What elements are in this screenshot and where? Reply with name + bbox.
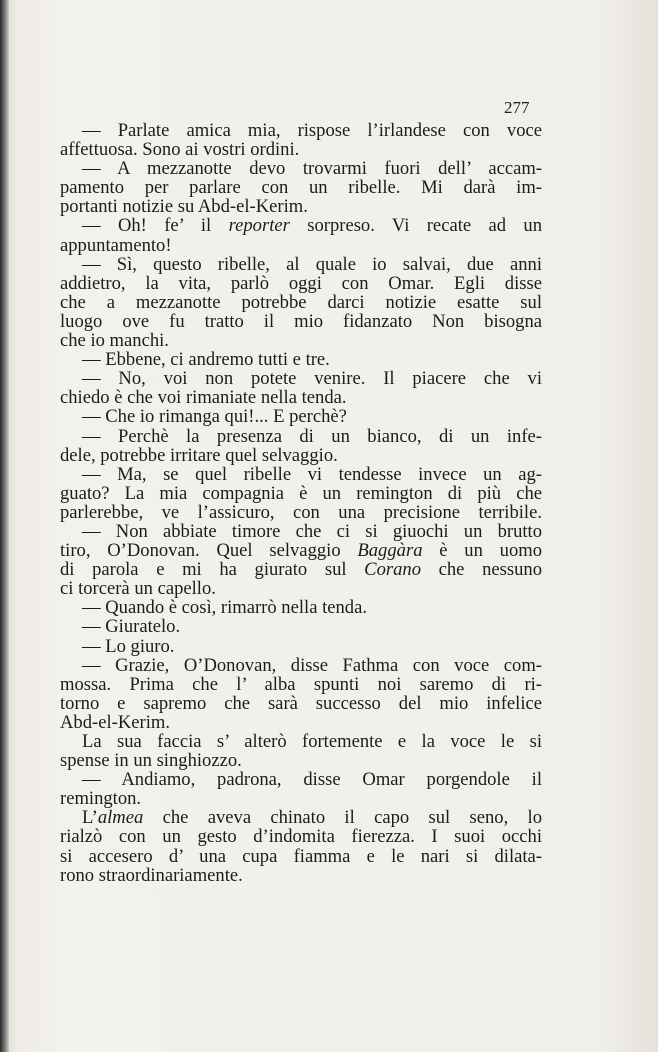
text-line: remington. [60, 788, 142, 810]
text-line: — Quando è così, rimarrò nella tenda. [82, 597, 368, 619]
text-line: — Parlate amica mia, rispose l’irlandese con voce [82, 120, 542, 141]
text-line: — Che io rimanga qui!... E perchè? [82, 406, 347, 428]
text-line: — Grazie, O’Donovan, disse Fathma con voce com- [82, 654, 542, 676]
text-line: rialzò con un gesto d’indomita fierezza. I suoi occhi [60, 826, 542, 848]
text-line: ci torcerà un capello. [60, 578, 216, 600]
italic-word: Corano [364, 559, 421, 581]
italic-word: reporter [228, 215, 290, 237]
text-line: addietro, la vita, parlò oggi con Omar. Egli disse [60, 272, 542, 294]
text-line: — Perchè la presenza di un bianco, di un infe- [82, 425, 542, 447]
italic-word: Baggàra [357, 540, 423, 562]
text-line: rono straordinariamente. [60, 864, 243, 886]
text-line: Abd-el-Kerim. [60, 711, 170, 733]
text-line: — Sì, questo ribelle, al quale io salvai, due anni [82, 253, 542, 275]
text-line: tiro, O’Donovan. Quel selvaggio Baggàra è un uomo [60, 540, 542, 562]
text-line: pamento per parlare con un ribelle. Mi darà im- [60, 177, 542, 199]
text-line: dele, potrebbe irritare quel selvaggio. [60, 444, 338, 466]
text-line: spense in un singhiozzo. [60, 750, 242, 772]
italic-word: almea [97, 807, 144, 829]
page-number: 277 [504, 98, 530, 117]
text-line: chiedo è che voi rimaniate nella tenda. [60, 387, 347, 409]
text-line: — Andiamo, padrona, disse Omar porgendole il [82, 769, 542, 791]
text-line: torno e sapremo che sarà successo del mio infelice [60, 692, 542, 714]
text-line: che a mezzanotte potrebbe darci notizie esatte sul [60, 291, 542, 313]
text-line: — Oh! fe’ il reporter sorpreso. Vi recate ad un [82, 215, 542, 237]
page-body-text [60, 121, 542, 885]
text-line: — Ebbene, ci andremo tutti e tre. [82, 349, 330, 371]
text-line: si accesero d’ una cupa fiamma e le nari si dilata- [60, 845, 542, 867]
text-line: — Ma, se quel ribelle vi tendesse invece un ag- [82, 463, 542, 485]
text-line: — A mezzanotte devo trovarmi fuori dell’ accam- [82, 158, 542, 180]
book-spine-edge [0, 0, 9, 1052]
text-line: luogo ove fu tratto il mio fidanzato Non bisogna [60, 310, 542, 332]
text-line: guato? La mia compagnia è un remington di più che [60, 482, 542, 504]
text-line: — Giuratelo. [82, 616, 181, 638]
text-line: appuntamento! [60, 234, 172, 256]
text-line: — Lo giuro. [82, 635, 175, 657]
text-line: parlerebbe, ve l’assicuro, con una precisione terribile. [60, 501, 542, 523]
text-line: affettuosa. Sono ai vostri ordini. [60, 139, 300, 161]
text-line: che io manchi. [60, 330, 169, 352]
text-line: — Non abbiate timore che ci si giuochi un brutto [82, 520, 542, 542]
text-line: La sua faccia s’ alterò fortemente e la voce le si [82, 731, 542, 752]
text-line: — No, voi non potete venire. Il piacere che vi [82, 368, 542, 390]
text-line: di parola e mi ha giurato sul Corano che nessuno [60, 559, 542, 581]
text-line: portanti notizie su Abd-el-Kerim. [60, 196, 308, 218]
text-line: L’almea che aveva chinato il capo sul seno, lo [82, 807, 542, 829]
text-line: mossa. Prima che l’ alba spunti noi saremo di ri- [60, 673, 542, 695]
